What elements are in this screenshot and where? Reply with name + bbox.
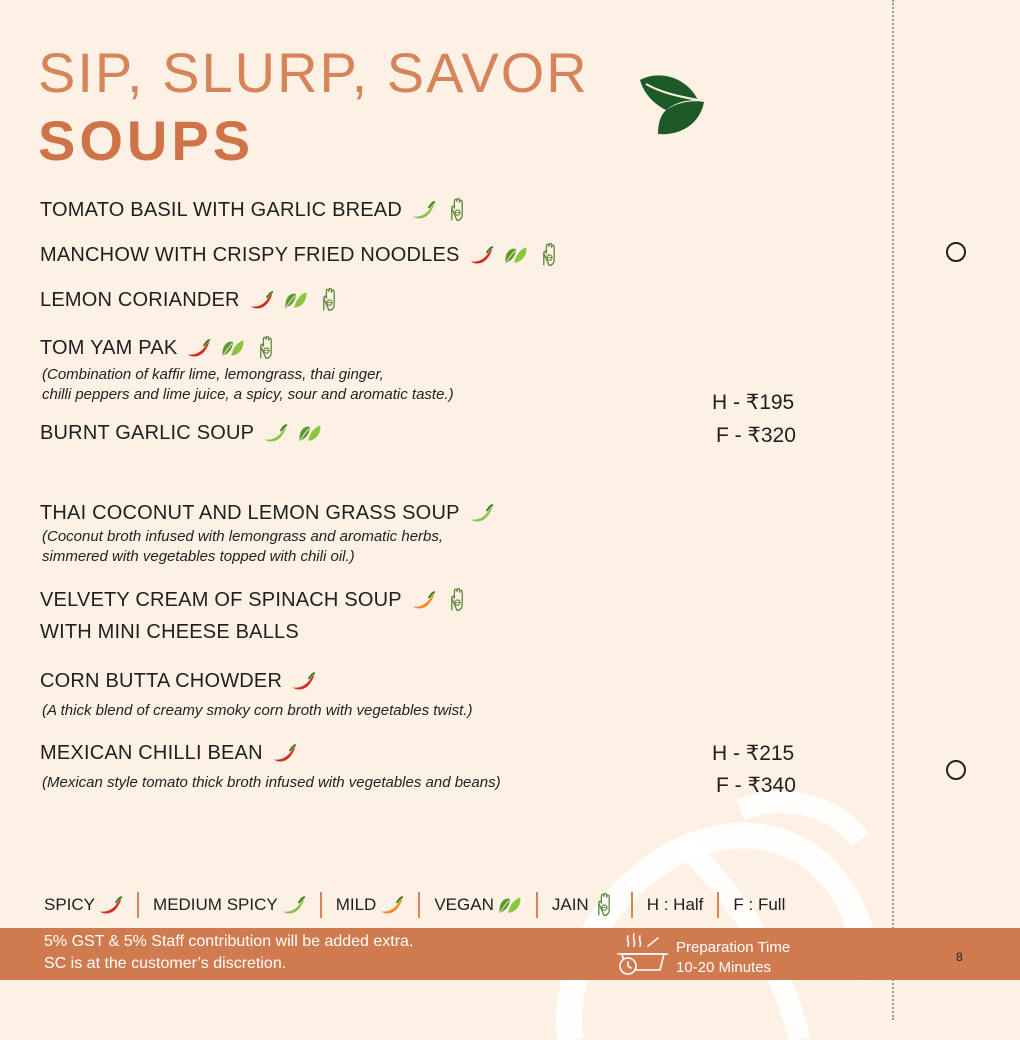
menu-item [40,420,322,446]
menu-item-name: TOMATO BASIL WITH GARLIC BREAD [40,198,402,221]
page-number: 8 [956,950,963,964]
spicy-chilli-icon [248,287,274,313]
jain-hand-icon [253,335,279,361]
section-title: SOUPS [38,109,255,172]
legend-half: H : Half [646,895,704,914]
menu-item-name: MEXICAN CHILLI BEAN [40,741,263,764]
menu-item [40,500,494,526]
jain-hand-icon [591,892,617,918]
legend-full: F : Full [733,895,786,914]
legend-vegan: VEGAN [420,892,536,918]
spicy-chilli-icon [271,740,297,766]
price-full: F - ₹340 [716,774,796,797]
icon-legend [44,890,799,920]
menu-tagline: SIP, SLURP, SAVOR [38,41,589,104]
spicy-chilli-icon [468,242,494,268]
vegan-leaf-icon [296,420,322,446]
menu-item [40,335,279,361]
jain-hand-icon [316,287,342,313]
legend-spicy: SPICY [44,892,137,918]
price-full: F - ₹320 [716,424,796,447]
service-charge-notice: SC is at the customer’s discretion. [44,955,287,972]
cooking-pot-icon [614,932,668,976]
binding-ring [946,760,966,780]
price-half: H - ₹195 [712,391,795,414]
vegan-leaf-icon [219,335,245,361]
legend-jain: JAIN [538,892,631,918]
menu-item-name: CORN BUTTA CHOWDER [40,669,283,692]
medium-spicy-chilli-icon [468,500,494,526]
spicy-chilli-icon [185,335,211,361]
leaf-logo-icon [636,70,708,140]
legend-mild: MILD [322,892,419,918]
jain-hand-icon [444,197,470,223]
legend-medium-spicy: MEDIUM SPICY [139,892,320,918]
menu-item [40,287,342,313]
page-binding-line [892,0,894,1020]
tax-notice: 5% GST & 5% Staff contribution will be added extra. [44,933,414,950]
menu-item-description: (A thick blend of creamy smoky corn broth with vegetables twist.) [42,702,473,719]
menu-item [40,668,316,694]
menu-item-name: VELVETY CREAM OF SPINACH SOUP [40,588,402,611]
footer-notice [44,931,413,975]
menu-item-name: THAI COCONUT AND LEMON GRASS SOUP [40,501,460,524]
mild-chilli-icon [410,587,436,613]
prep-value: 10-20 Minutes [676,959,772,976]
menu-item-name: BURNT GARLIC SOUP [40,421,255,444]
vegan-leaf-icon [502,242,528,268]
menu-item-name-line2: WITH MINI CHEESE BALLS [40,621,299,643]
vegan-leaf-icon [282,287,308,313]
menu-item-description: (Combination of kaffir lime, lemongrass, thai ginger, chilli peppers and lime juice, a spicy, sour and aromatic taste.) [42,366,454,403]
menu-item-name: MANCHOW WITH CRISPY FRIED NOODLES [40,243,460,266]
menu-item-name: LEMON CORIANDER [40,288,240,311]
menu-item-description: (Coconut broth infused with lemongrass and aromatic herbs, simmered with vegetables topped with chili oil.) [42,528,444,565]
price-half: H - ₹215 [712,742,795,765]
medium-spicy-chilli-icon [280,892,306,918]
preparation-time [676,938,790,978]
spicy-chilli-icon [290,668,316,694]
menu-item [40,242,562,268]
menu-item [40,740,297,766]
jain-hand-icon [536,242,562,268]
medium-spicy-chilli-icon [262,420,288,446]
spicy-chilli-icon [97,892,123,918]
jain-hand-icon [444,587,470,613]
binding-ring [946,242,966,262]
medium-spicy-chilli-icon [410,197,436,223]
menu-item [40,587,470,613]
mild-chilli-icon [378,892,404,918]
menu-item-description: (Mexican style tomato thick broth infused with vegetables and beans) [42,774,501,791]
menu-item-name: TOM YAM PAK [40,336,178,359]
menu-item [40,197,470,223]
prep-label: Preparation Time [676,939,791,956]
vegan-leaf-icon [496,892,522,918]
